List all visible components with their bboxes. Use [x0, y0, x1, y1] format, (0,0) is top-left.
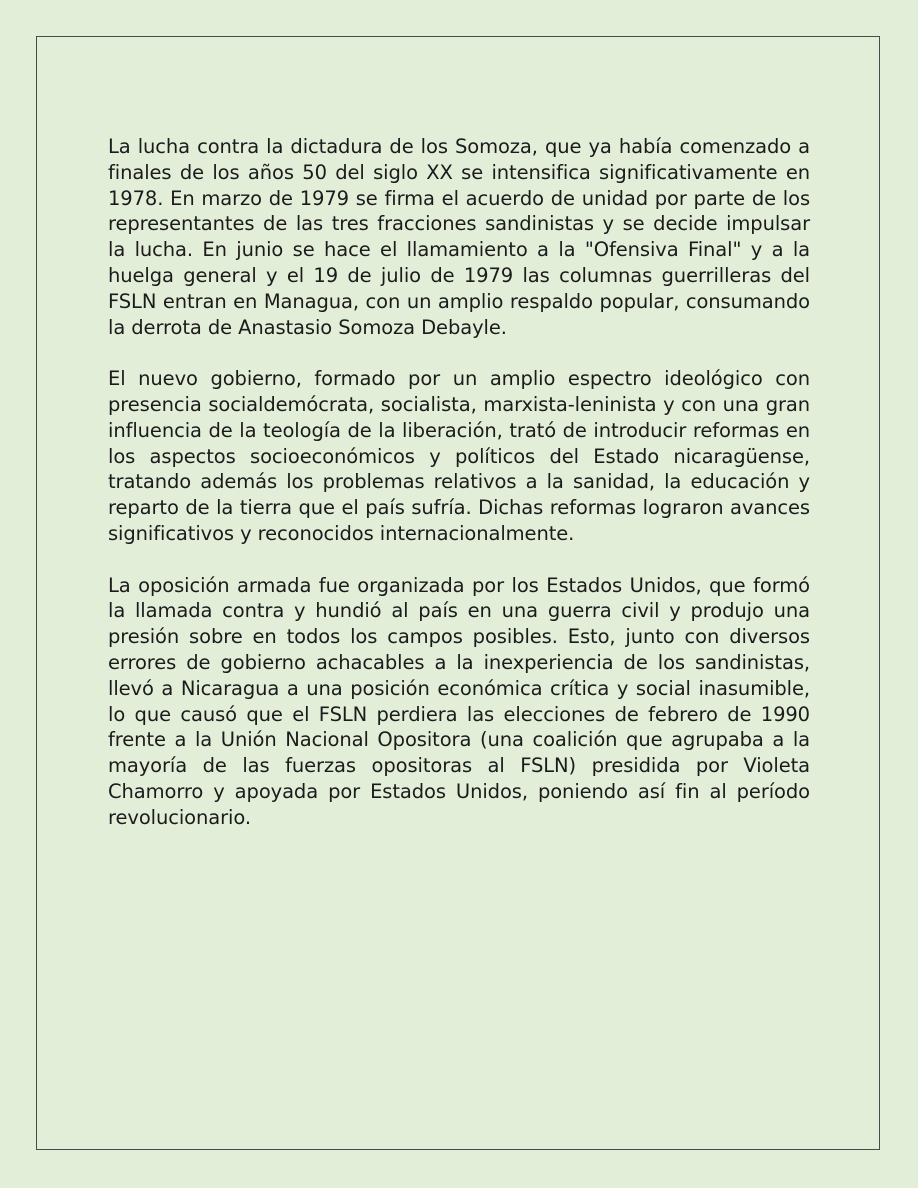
document-body [108, 134, 810, 856]
paragraph-somoza-struggle: La lucha contra la dictadura de los Somoza, que ya había comenzado a finales de los años 50 del siglo XX se intensifica significativamente en 1978. En marzo de 1979 se firma el acuerdo de unidad por parte de los representantes de las tres fracciones sandinistas y se decide impulsar la lucha. En junio se hace el llamamiento a la "Ofensiva Final" y a la huelga general y el 19 de julio de 1979 las columnas guerrilleras del FSLN entran en Managua, con un amplio respaldo popular, consumando la derrota de Anastasio Somoza Debayle. [108, 135, 810, 339]
paragraph-new-government: El nuevo gobierno, formado por un amplio espectro ideológico con presencia socialdemócrata, socialista, marxista-leninista y con una gran influencia de la teología de la liberación, trató de introducir reformas en los aspectos socioeconómicos y políticos del Estado nicaragüense, tratando además los problemas relativos a la sanidad, la educación y reparto de la tierra que el país sufría. Dichas reformas lograron avances significativos y reconocidos internacionalmente. [108, 367, 810, 545]
paragraph-armed-opposition: La oposición armada fue organizada por los Estados Unidos, que formó la llamada contra y hundió al país en una guerra civil y produjo una presión sobre en todos los campos posibles. Esto, junto con diversos errores de gobierno achacables a la inexperiencia de los sandinistas, llevó a Nicaragua a una posición económica crítica y social inasumible, lo que causó que el FSLN perdiera las elecciones de febrero de 1990 frente a la Unión Nacional Opositora (una coalición que agrupaba a la mayoría de las fuerzas opositoras al FSLN) presidida por Violeta Chamorro y apoyada por Estados Unidos, poniendo así fin al período revolucionario. [108, 573, 810, 829]
